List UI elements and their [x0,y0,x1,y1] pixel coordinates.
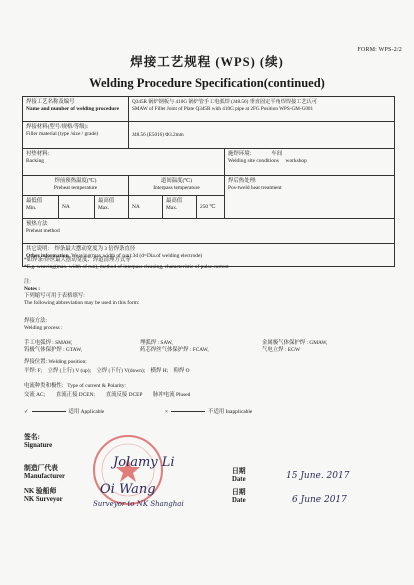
nk-signature: Oi Wang [100,482,156,497]
interpass-max-label-cell [163,196,197,219]
nk-surveyor-label: NK 验船师 NK Surveyor [24,488,63,504]
process-heading-cn: 焊接方法: [24,318,48,324]
procedure-name-label-cn: 焊接工艺名称及编号 [26,99,75,105]
site-value-cn: 车间 [271,151,283,157]
legend-line [171,411,205,412]
current-heading: 电流种类和极性: Type of current & Polarity: [24,383,126,389]
applicable-legend: ✓ 适用 Applicable [24,409,105,415]
inapplicable-legend: × 不适用 Inapplicable [165,409,253,415]
interpass-max-label-cn: 最高值 [166,198,183,204]
preheat-min-label-cn: 最低值 [26,198,43,204]
backing-label-en: Backing [26,157,44,164]
filler-value-cell [129,122,395,149]
preheat-label-en: Preheat temperature [53,184,98,191]
current-list: 交流 AC; 直流正接 DCEN; 直流反接 DCEP 脉冲电流 Plused [24,392,191,398]
preheat-method-cell [23,219,395,244]
table-row [23,122,395,149]
preheat-min-value: NA [59,196,95,219]
manufacturer-date-label: 日期 Date [232,468,246,484]
nk-date-label: 日期 Date [232,489,246,505]
interpass-max-value: 250 ℃ [197,196,225,219]
footnote-en: *E.g. weaving(max. width of run), method of interpass cleaning, characteristic of pulse current [24,264,229,271]
procedure-name-label-cell [23,97,129,122]
abbr-intro-cn: 下列缩写可用于表格填写: [24,293,85,300]
title-chinese: 焊接工艺规程 (WPS) (续) [130,55,284,69]
preheat-min-label-en: Min. [26,204,37,211]
footnote-cn: *如焊条/焊丝最大摆动宽度、焊道清理方式等 [24,257,131,263]
form-number: FORM: WPS-2/2 [357,47,402,53]
filler-label-cell [23,122,129,149]
process-heading-en: Welding process : [24,325,63,332]
preheat-min-label-cell [23,196,59,219]
pwht-label-en: Pos-tweld heat treatment [228,184,282,191]
notes-section [24,279,139,307]
manufacturer-label: 制造厂代表 Manufacturer [24,465,66,481]
pwht-cell [225,176,395,219]
nk-signature-note: Surveyor to NK Shanghai [93,500,184,508]
nk-date: 6 June 2017 [292,495,347,505]
backing-label-cn: 衬垫材料: [26,151,50,157]
interpass-header-cell [129,176,225,196]
filler-label-cn: 焊接材料(型号/规格/等级): [26,124,88,130]
procedure-name-value-cell [129,97,395,122]
process-fcaw: 药芯焊丝气体保护焊 : FCAW, [140,347,209,353]
wps-table [22,96,395,267]
interpass-label-cn: 道间温度(℃) [160,178,193,184]
preheat-header-cell [23,176,129,196]
table-row [23,176,395,196]
process-gmaw: 金属极气体保护焊 : GMAW, [262,340,328,346]
interpass-min-value: NA [129,196,163,219]
table-row [23,149,395,176]
manufacturer-date: 15 June. 2017 [286,471,350,481]
notes-heading-en: Notes : [24,286,41,293]
position-list: 平焊: F; 立焊 (上行) V (up); 立焊 (下行) V(down); 横焊 H; 仰焊 O [24,368,190,374]
process-egw: 气电立焊 : EGW [262,347,301,353]
process-gtaw: 钨极气体保护焊 : GTAW, [24,347,83,353]
other-info-line-en: Other information Weaving(max width of run):3d (d=Dia.of welding electrode) [26,252,203,259]
interpass-max-label-en: Max. [166,204,178,211]
abbr-intro-en: The following abbreviation may be used in this form: [24,300,140,307]
notes-heading-cn: 注: [24,279,31,285]
backing-cell [23,149,225,176]
site-label-en: Welding site conditions workshop [228,157,307,164]
procedure-name-label-en: Name and number of welding procedure [26,105,119,112]
preheat-label-cn: 焊前预热温度(℃) [54,178,97,184]
position-heading: 焊接位置: Welding position: [24,359,87,365]
check-mark-icon: ✓ [24,409,29,415]
cross-mark-icon: × [165,409,169,415]
manufacturer-signature: Jolamy Li [113,455,175,470]
footnote [24,257,229,271]
preheat-method-label-en: Preheat method [26,227,60,234]
pwht-label-cn: 焊后热处理: [228,178,257,184]
procedure-name-value-cn: Q345R 锅炉钢板与 410G 锅炉管手工电弧焊 (J48.56) 垂直固定平角焊焊接工艺认可 [132,99,318,105]
site-cell [225,149,395,176]
other-info-line-cn: 其它说明: 焊条最大摆动宽度为 3 倍焊条直径 [26,246,136,252]
preheat-max-label-cn: 最高值 [98,198,115,204]
other-info-value-cn: 焊条最大摆动宽度为 3 倍焊条直径 [54,246,136,252]
process-smaw: 手工电弧焊 : SMAW, [24,340,73,346]
table-row [23,219,395,244]
process-heading [24,318,63,332]
table-row [23,97,395,122]
site-label-cn: 施焊环境: 车间 [228,151,283,157]
legend-line [32,411,66,412]
filler-value: J48.56 (E5016) Φ3.2mm [132,131,184,138]
title-english: Welding Procedure Specification(continued) [89,76,325,90]
signature-heading: 签名: Signature [24,434,53,450]
site-value-en: workshop [285,157,307,164]
preheat-method-label-cn: 预热方法 [26,221,48,227]
filler-label-en: Filler material (type /size / grade) [26,130,99,137]
interpass-label-en: Interpass temperature [153,184,200,191]
other-info-value-en: Weaving(max width of run):3d (d=Dia.of welding electrode) [71,252,203,259]
procedure-name-value-en: SMAW of Fillet Joint of Plate Q345R with 410G pipe at 2FG Position WPS-GM-G001 [132,105,314,112]
process-saw: 埋弧焊 : SAW, [140,340,173,346]
preheat-max-label-en: Max. [98,204,110,211]
preheat-max-label-cell [95,196,129,219]
